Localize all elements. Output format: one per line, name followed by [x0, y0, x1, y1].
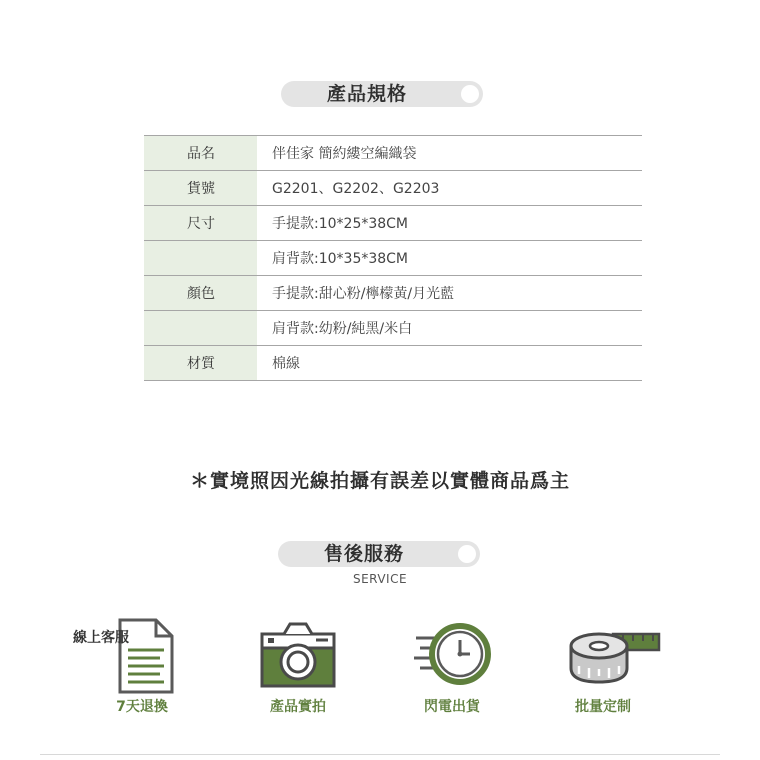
row-value: 手提款:甜心粉/檸檬黃/月光藍 [257, 276, 642, 311]
photo-disclaimer: ＊實境照因光線拍攝有誤差以實體商品爲主 [189, 470, 570, 492]
fast-clock-icon [412, 616, 492, 696]
service-title: 售後服務 [323, 543, 404, 565]
service-item-custom [523, 612, 683, 722]
service-label: 7天退換 [116, 699, 168, 715]
table-row [144, 241, 642, 276]
table-row [144, 171, 642, 206]
divider [40, 754, 720, 755]
row-label [144, 311, 257, 346]
spec-title: 產品規格 [326, 83, 407, 105]
row-label [144, 241, 257, 276]
online-service-label: 線上客服 [73, 630, 129, 646]
service-label: 批量定制 [575, 699, 631, 715]
service-item-shipping [372, 612, 532, 722]
service-title-pill [278, 541, 480, 567]
row-label: 貨號 [144, 171, 257, 206]
row-value: 伴佳家 簡約縷空編織袋 [257, 136, 642, 171]
row-label: 顏色 [144, 276, 257, 311]
row-value: 棉線 [257, 346, 642, 381]
row-value: G2201、G2202、G2203 [257, 171, 642, 206]
camera-icon [258, 616, 338, 696]
table-row [144, 311, 642, 346]
table-row [144, 206, 642, 241]
row-value: 肩背款:幼粉/純黑/米白 [257, 311, 642, 346]
pill-dot-icon [458, 545, 476, 563]
service-label: 閃電出貨 [424, 699, 480, 715]
service-label: 產品實拍 [270, 699, 326, 715]
spec-table [144, 135, 642, 381]
table-row [144, 136, 642, 171]
service-subtitle: SERVICE [352, 572, 408, 586]
spec-title-pill [281, 81, 483, 107]
row-value: 肩背款:10*35*38CM [257, 241, 642, 276]
row-label: 品名 [144, 136, 257, 171]
row-label: 材質 [144, 346, 257, 381]
row-value: 手提款:10*25*38CM [257, 206, 642, 241]
service-item-photo [218, 612, 378, 722]
table-row [144, 346, 642, 381]
table-row [144, 276, 642, 311]
measuring-tape-icon [563, 616, 663, 696]
pill-dot-icon [461, 85, 479, 103]
row-label: 尺寸 [144, 206, 257, 241]
